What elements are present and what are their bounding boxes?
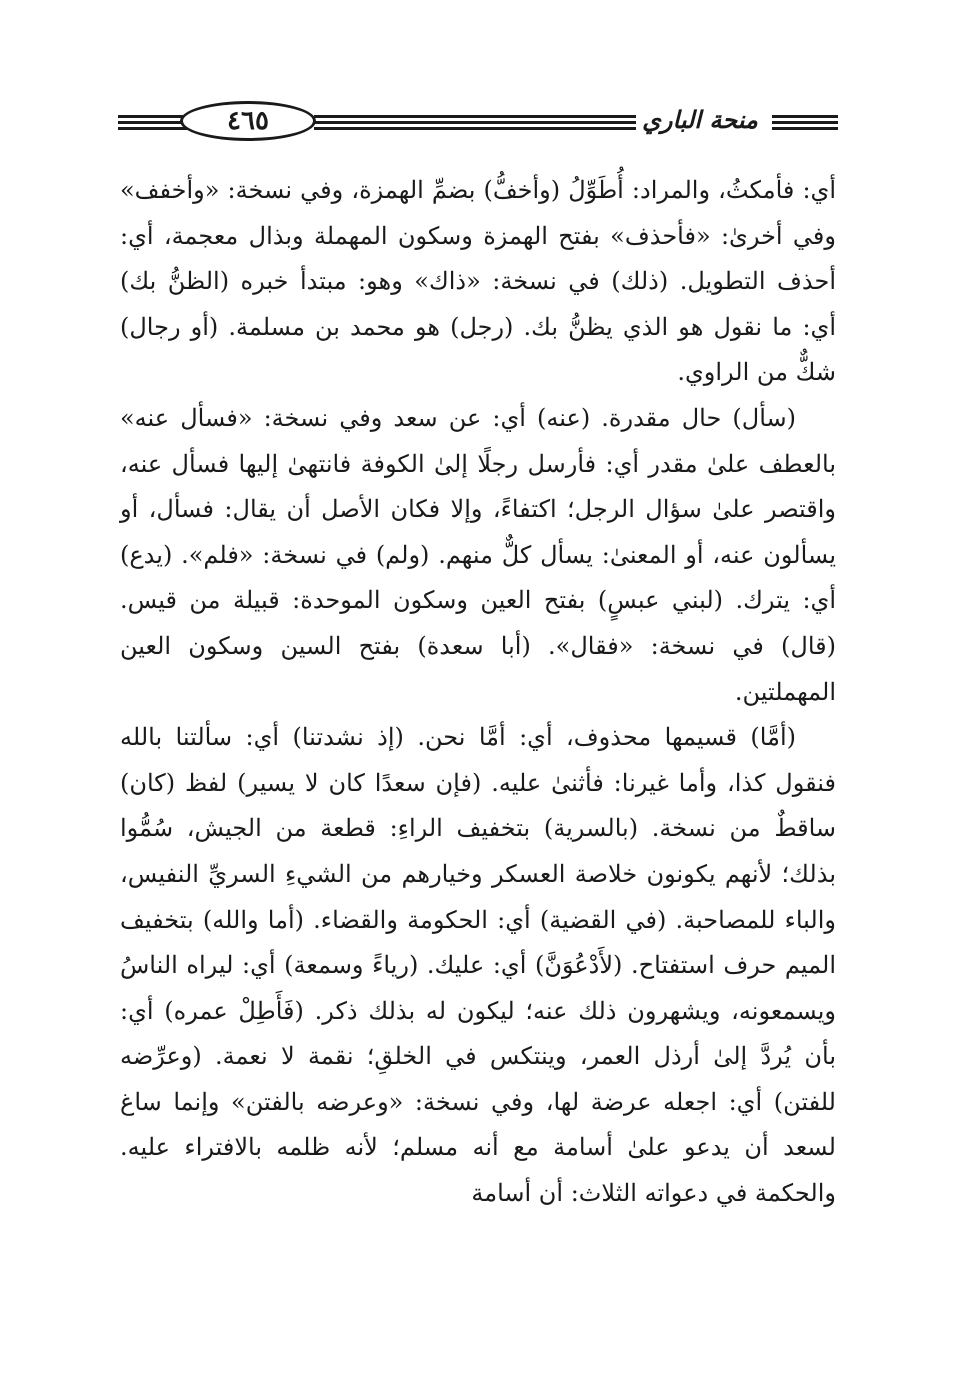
page-number: ٤٦٥ [180,101,316,141]
paragraph-3: (أمَّا) قسيمها محذوف، أي: أمَّا نحن. (إذ نشدتنا) أي: سألتنا بالله فنقول كذا، وأما غيرنا: فأثنىٰ عليه. (فإن سعدًا كان لا يسير) لفظ (كان) ساقطٌ من نسخة. (بالسرية) بتخفيف الراءِ: قطعة من الجيش، سُمُّوا بذلك؛ لأنهم يكونون خلاصة العسكر وخيارهم من الشيءِ السريِّ النفيس، والباء للمصاحبة. (في القضية) أي: الحكومة والقضاء. (أما والله) بتخفيف الميم حرف استفتاح. (لأَدْعُوَنَّ) أي: عليك. (رياءً وسمعة) أي: ليراه الناسُ ويسمعونه، ويشهرون ذلك عنه؛ ليكون له بذلك ذكر. (فَأَطِلْ عمره) أي: بأن يُردَّ إلىٰ أرذل العمر، وينتكس في الخلقِ؛ نقمة لا نعمة. (وعرِّضه للفتن) أي: اجعله عرضة لها، وفي نسخة: «وعرضه بالفتن» وإنما ساغ لسعد أن يدعو علىٰ أسامة مع أنه مسلم؛ لأنه ظلمه بالافتراء عليه. والحكمة في دعواته الثلاث: أن أسامة [120,723,837,1208]
header-rule-right [772,115,838,131]
paragraph-1: أي: فأمكثُ، والمراد: أُطَوِّلُ (وأخفُّ) بضمِّ الهمزة، وفي نسخة: «وأخفف» وفي أخرىٰ: «فأحذف» بفتح الهمزة وسكون المهملة وبذال معجمة، أي: أحذف التطويل. (ذلك) في نسخة: «ذاك» وهو: مبتدأ خبره (الظنُّ بك) أي: ما نقول هو الذي يظنُّ بك. (رجل) هو محمد بن مسلمة. (أو رجال) شكٌّ من الراوي. [120,176,836,387]
page-body [120,168,836,1217]
header-rule-left [118,115,188,131]
paragraph-2: (سأل) حال مقدرة. (عنه) أي: عن سعد وفي نسخة: «فسأل عنه» بالعطف علىٰ مقدر أي: فأرسل رجلًا إلىٰ الكوفة فانتهىٰ إليها فسأل عنه، واقتصر علىٰ سؤال الرجل؛ اكتفاءً، وإلا فكان الأصل أن يقال: فسأل، أو يسألون عنه، أو المعنىٰ: يسأل كلٌّ منهم. (ولم) في نسخة: «فلم». (يدع) أي: يترك. (لبني عبسٍ) بفتح العين وسكون الموحدة: قبيلة من قيس. (قال) في نسخة: «فقال». (أبا سعدة) بفتح السين وسكون العين المهملتين. [120,403,836,706]
book-title: منحة الباري [642,105,758,134]
running-header [118,95,838,155]
header-rule-middle [314,115,636,131]
